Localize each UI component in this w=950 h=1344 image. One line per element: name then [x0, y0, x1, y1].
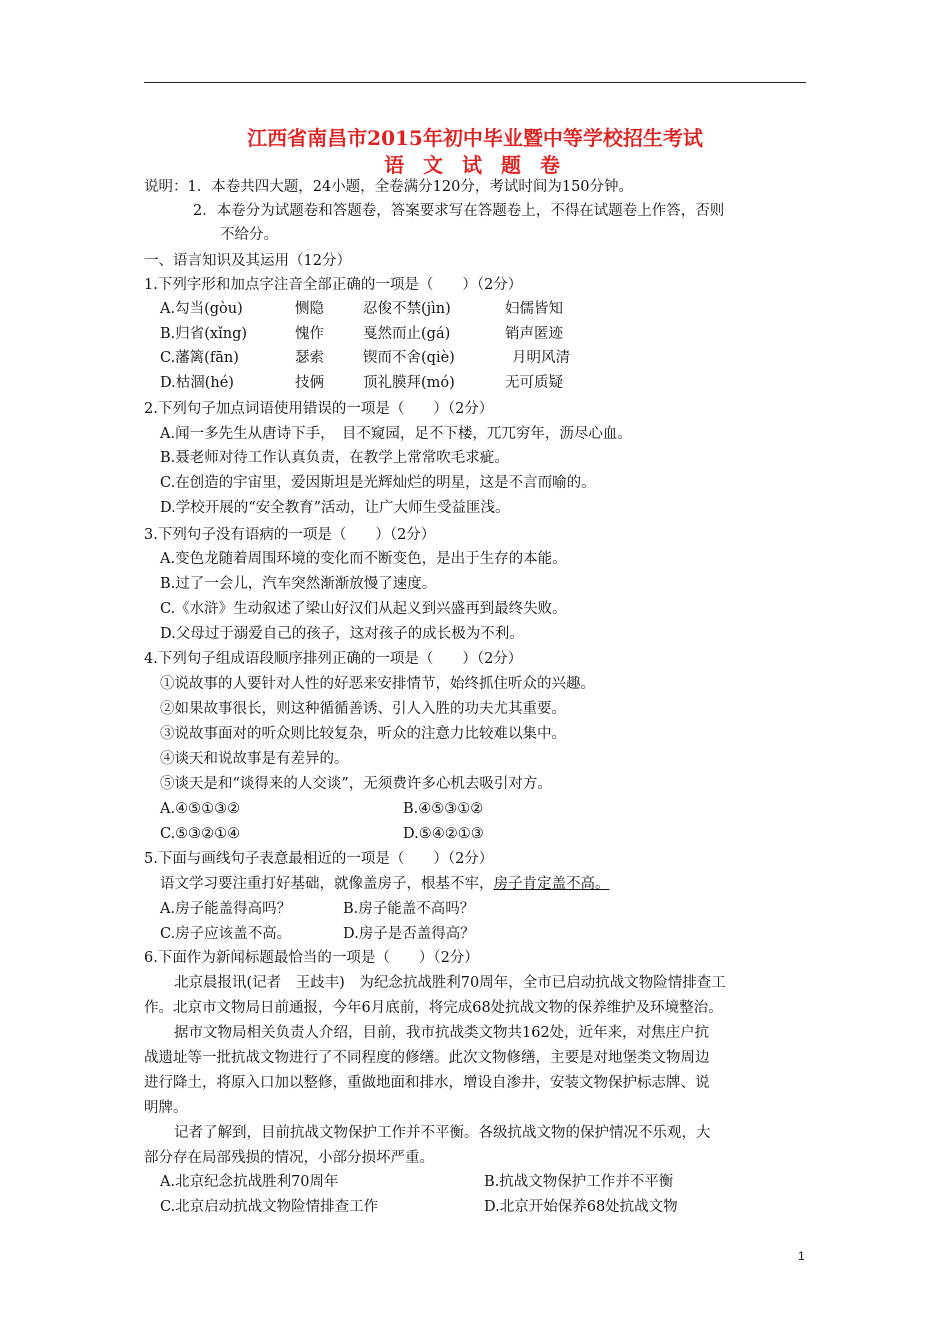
q1-cell: 瑟索 — [295, 350, 324, 366]
news-line: 记者了解到，目前抗战文物保护工作并不平衡。各级抗战文物的保护情况不乐观，大 — [174, 1125, 711, 1141]
question-stem: 2.下列句子加点词语使用错误的一项是（ ）（2分） — [144, 401, 494, 417]
option-line: D.北京开始保养68处抗战文物 — [484, 1199, 678, 1215]
option-line: B.房子能盖不高吗？ — [343, 901, 475, 917]
q1-cell: 销声匿迹 — [505, 326, 563, 342]
option-line: B.过了一会儿，汽车突然渐渐放慢了速度。 — [160, 576, 437, 592]
q1-cell: 恻隐 — [295, 301, 324, 317]
exam-title: 江西省南昌市2015年初中毕业暨中等学校招生考试 — [247, 126, 703, 150]
option-line: D.⑤④②①③ — [403, 826, 484, 842]
q1-cell: 顶礼膜拜(mó) — [363, 375, 455, 391]
news-line: 战遗址等一批抗战文物进行了不同程度的修缮。此次文物修缮，主要是对地堡类文物周边 — [144, 1050, 710, 1066]
q1-cell: 月明风清 — [512, 350, 570, 366]
option-line: A.闻一多先生从唐诗下手， 目不窥园，足不下楼，兀兀穷年，沥尽心血。 — [160, 426, 632, 442]
instruction-line: 2．本卷分为试题卷和答题卷，答案要求写在答题卷上，不得在试题卷上作答，否则 — [193, 203, 725, 219]
option-line: B.抗战文物保护工作并不平衡 — [484, 1174, 674, 1190]
option-line: C.《水浒》生动叙述了梁山好汉们从起义到兴盛再到最终失败。 — [160, 601, 567, 617]
option-line: D.学校开展的“安全教育”活动，让广大师生受益匪浅。 — [160, 500, 510, 516]
option-line: C.⑤③②①④ — [160, 826, 241, 842]
option-line: B.聂老师对待工作认真负责，在教学上常常吹毛求疵。 — [160, 450, 509, 466]
q1-cell: 妇儒皆知 — [505, 301, 563, 317]
option-line: D.房子是否盖得高？ — [343, 926, 475, 942]
sentence-line: ②如果故事很长，则这种循循善诱、引人入胜的功夫尤其重要。 — [160, 701, 566, 717]
option-line: C.在创造的宇宙里，爱因斯坦是光辉灿烂的明星，这是不言而喻的。 — [160, 475, 596, 491]
passage-text: 语文学习要注重打好基础，就像盖房子，根基不牢， — [160, 876, 494, 892]
question-stem: 5.下面与画线句子表意最相近的一项是（ ）（2分） — [144, 851, 494, 867]
exam-subtitle: 语 文 试 题 卷 — [384, 153, 566, 177]
sentence-line: ①说故事的人要针对人性的好恶来安排情节，始终抓住听众的兴趣。 — [160, 676, 595, 692]
q1-cell: 忍俊不禁(jìn) — [363, 301, 451, 317]
option-line: A.④⑤①③② — [160, 801, 241, 817]
q1-cell: 无可质疑 — [505, 375, 563, 391]
option-line: D.父母过于溺爱自己的孩子，这对孩子的成长极为不利。 — [160, 626, 524, 642]
q1-cell: 愧作 — [295, 326, 324, 342]
question-stem: 4.下列句子组成语段顺序排列正确的一项是（ ）（2分） — [144, 651, 523, 667]
news-line: 作。北京市文物局日前通报，今年6月底前，将完成68处抗战文物的保养维护及环境整治。 — [144, 1000, 723, 1016]
sentence-line: ⑤谈天是和“谈得来的人交谈”，无须费许多心机去吸引对方。 — [160, 776, 552, 792]
news-line: 部分存在局部残损的情况，小部分损坏严重。 — [144, 1150, 434, 1166]
option-line: A.变色龙随着周围环境的变化而不断变色，是出于生存的本能。 — [160, 551, 567, 567]
sentence-line: ④谈天和说故事是有差异的。 — [160, 751, 349, 767]
sentence-line: ③说故事面对的听众则比较复杂，听众的注意力比较难以集中。 — [160, 726, 566, 742]
q1-cell: 锲而不舍(qiè) — [363, 350, 455, 366]
q1-cell: B.归省(xǐng) — [160, 326, 248, 342]
news-line: 北京晨报讯(记者 王歧丰) 为纪念抗战胜利70周年，全市已启动抗战文物险情排查工 — [174, 975, 726, 991]
q1-cell: 技俩 — [295, 375, 324, 391]
q1-cell: A.勾当(gòu) — [160, 301, 243, 317]
q1-cell: D.枯涸(hé) — [160, 375, 234, 391]
underlined-sentence: 房子肯定盖不高。 — [493, 876, 610, 892]
instruction-line: 不给分。 — [220, 227, 278, 243]
page-number: 1 — [798, 1249, 805, 1263]
q1-cell: 戛然而止(gá) — [363, 326, 451, 342]
question-stem: 6.下面作为新闻标题最恰当的一项是（ ）（2分） — [144, 950, 479, 966]
news-line: 进行降土，将原入口加以整修，重做地面和排水，增设自渗井，安装文物保护标志牌、说 — [144, 1075, 710, 1091]
section-heading: 一、语言知识及其运用（12分） — [144, 253, 351, 269]
q1-cell: C.藩篱(fān) — [160, 350, 239, 366]
option-line: C.北京启动抗战文物险情排查工作 — [160, 1199, 379, 1215]
option-line: A.北京纪念抗战胜利70周年 — [160, 1174, 339, 1190]
option-line: B.④⑤③①② — [403, 801, 484, 817]
option-line: C.房子应该盖不高。 — [160, 926, 292, 942]
instruction-line: 说明：1．本卷共四大题，24小题，全卷满分120分，考试时间为150分钟。 — [144, 179, 634, 195]
news-line: 明牌。 — [144, 1100, 188, 1116]
question-stem: 1.下列字形和加点字注音全部正确的一项是（ ）（2分） — [144, 277, 523, 293]
news-line: 据市文物局相关负责人介绍，目前，我市抗战类文物共162处，近年来，对焦庄户抗 — [174, 1025, 710, 1041]
question-stem: 3.下列句子没有语病的一项是（ ）（2分） — [144, 527, 436, 543]
passage-line — [160, 874, 610, 894]
option-line: A.房子能盖得高吗？ — [160, 901, 292, 917]
header-rule — [144, 82, 806, 83]
